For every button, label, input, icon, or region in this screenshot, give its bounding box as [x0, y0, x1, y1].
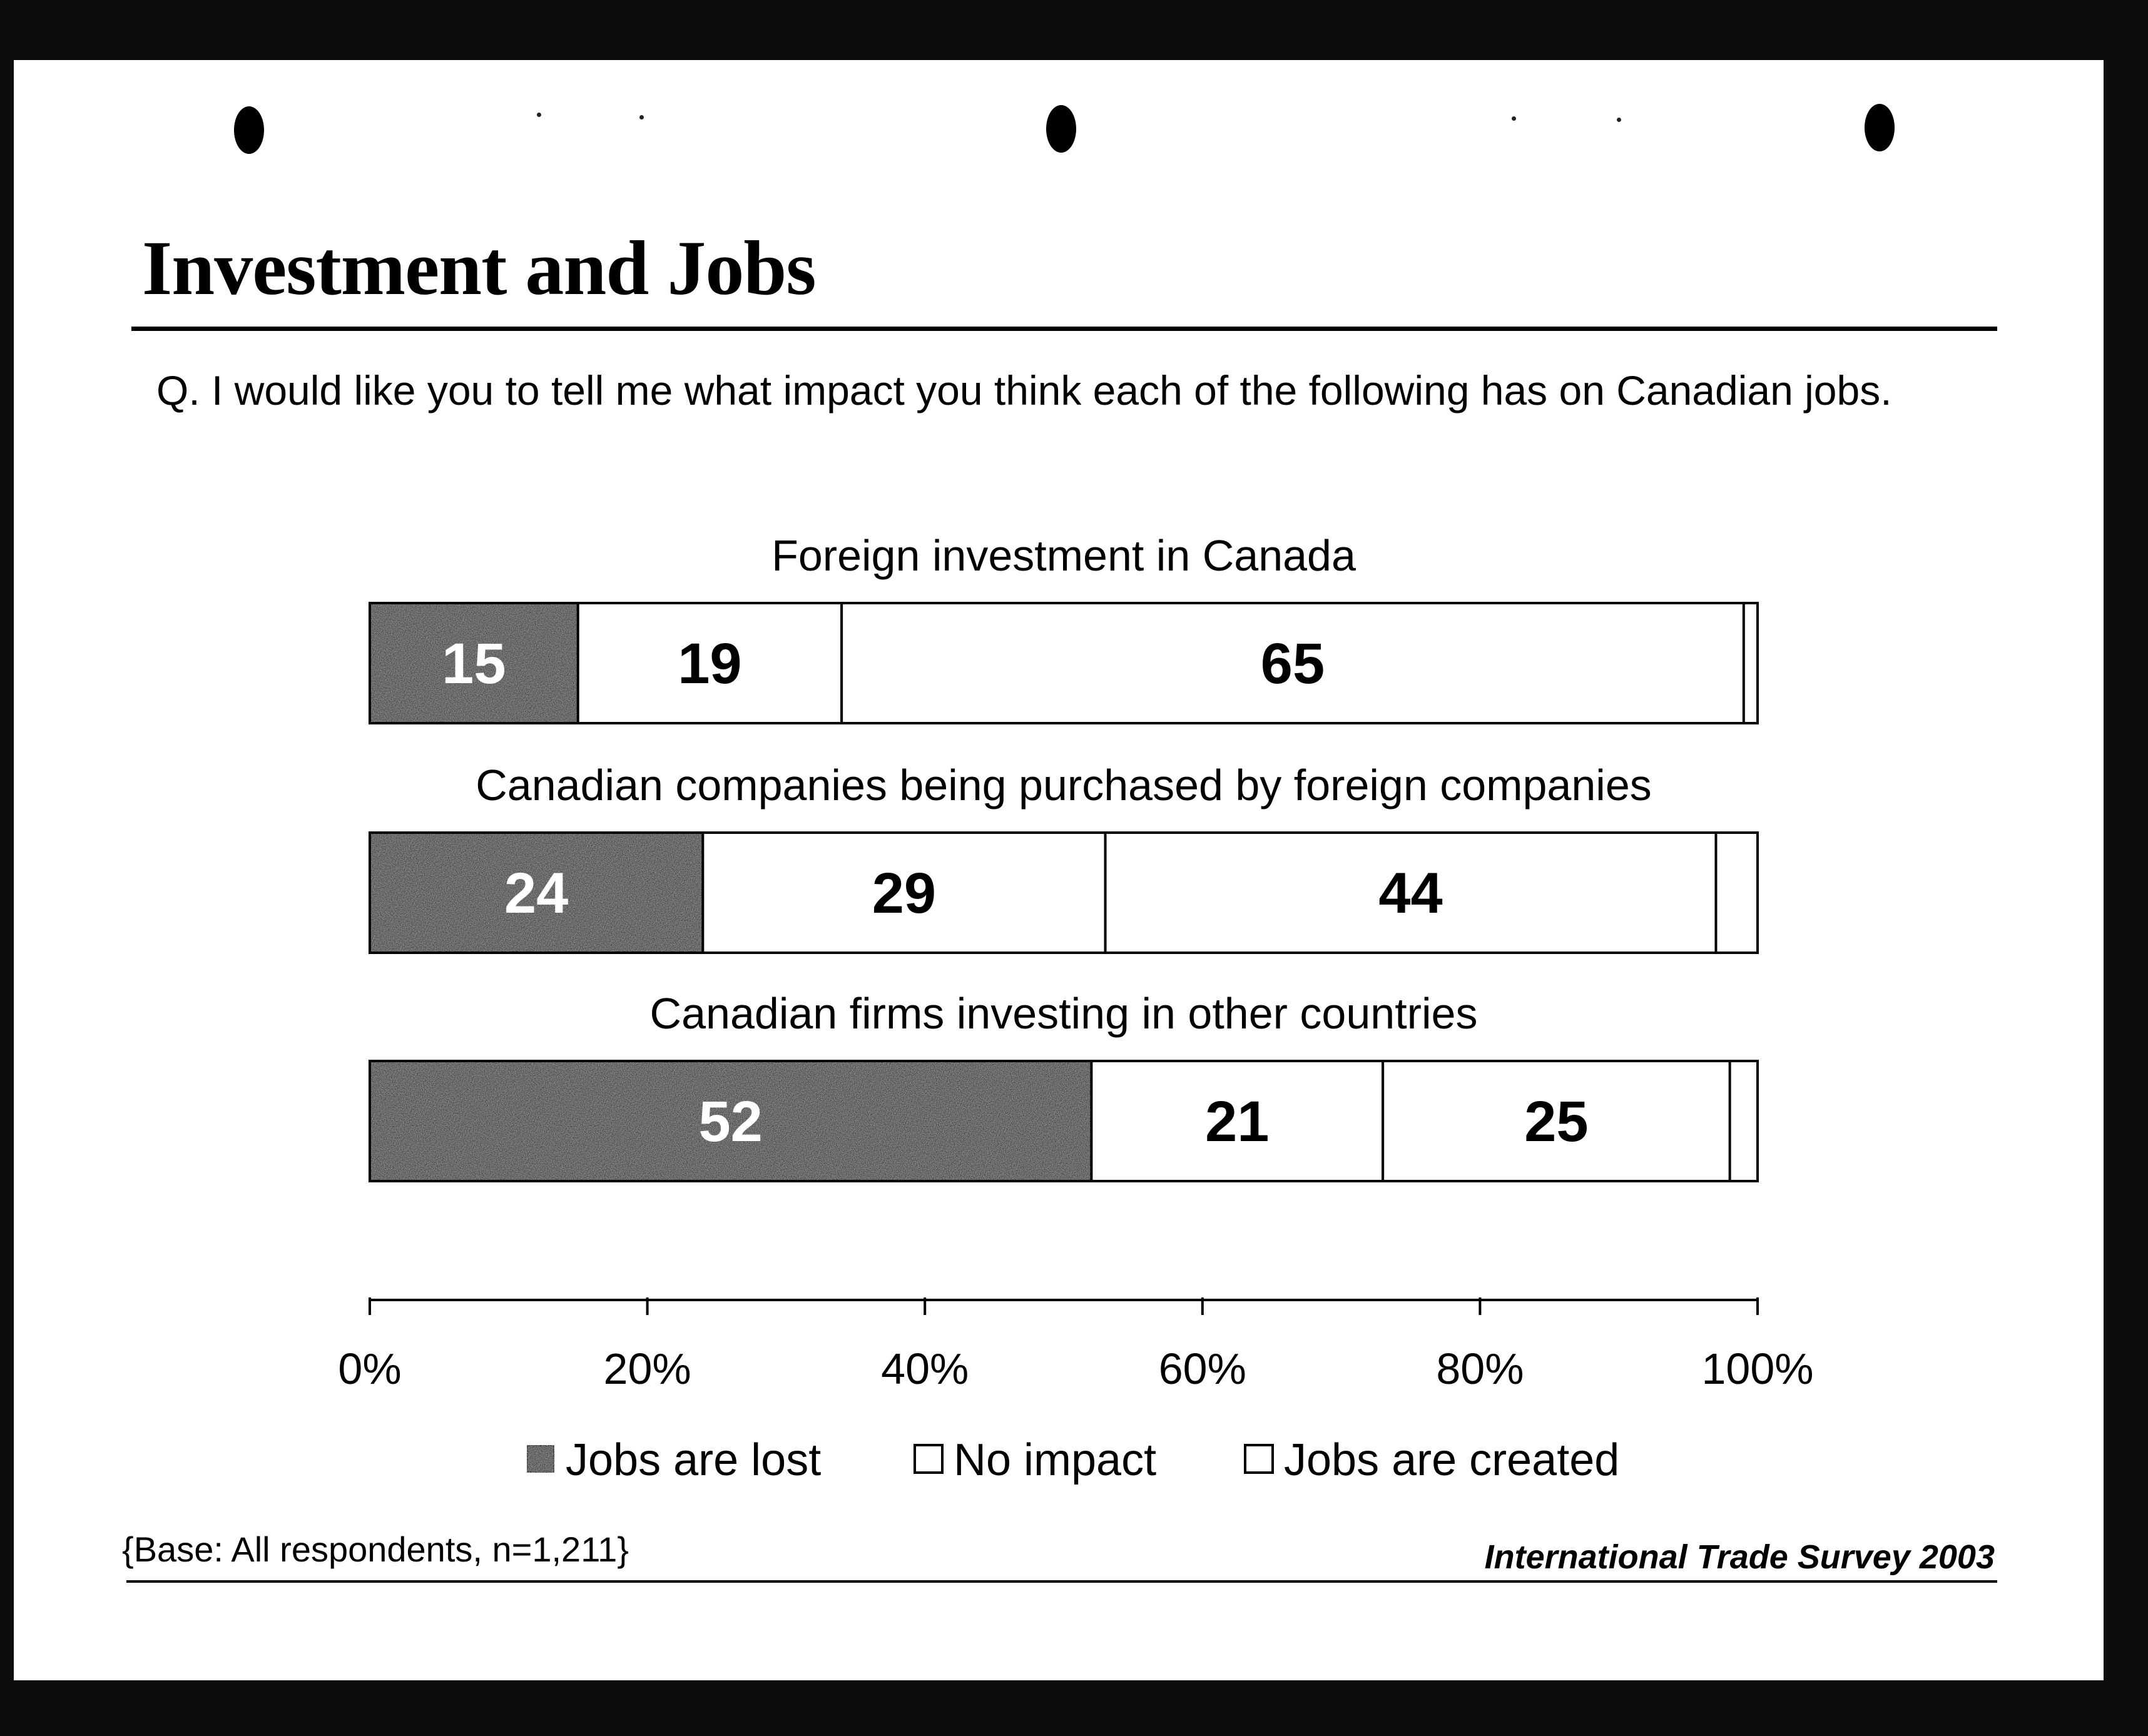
data-label-jobs-are-created: 25 [1524, 1090, 1589, 1154]
x-tick-label: 0% [338, 1344, 402, 1393]
x-tick-label: 20% [603, 1344, 691, 1393]
base-note: {Base: All respondents, n=1,211} [122, 1530, 629, 1569]
footer-divider [126, 1580, 1997, 1583]
source-label: International Trade Survey 2003 [1484, 1538, 1995, 1576]
data-label-no-impact: 19 [678, 632, 742, 696]
legend-label-no-impact: No impact [954, 1435, 1157, 1485]
data-label-jobs-are-lost: 52 [698, 1090, 763, 1154]
x-tick-label: 80% [1436, 1344, 1524, 1393]
data-label-jobs-are-created: 65 [1260, 632, 1325, 696]
legend-label-jobs-are-lost: Jobs are lost [566, 1435, 822, 1485]
x-axis [338, 1297, 1813, 1393]
x-tick-label: 100% [1701, 1344, 1814, 1393]
x-tick-label: 60% [1158, 1344, 1246, 1393]
page-title: Investment and Jobs [142, 225, 816, 311]
legend-label-jobs-are-created: Jobs are created [1284, 1435, 1620, 1485]
data-label-jobs-are-created: 44 [1378, 861, 1443, 925]
data-label-jobs-are-lost: 15 [442, 632, 506, 696]
legend-swatch-no-impact [915, 1445, 942, 1473]
stacked-bar-chart [14, 60, 2104, 1680]
legend-swatch-jobs-are-lost [527, 1445, 554, 1473]
category-label: Canadian firms investing in other countries [649, 989, 1478, 1038]
category-label: Foreign investment in Canada [771, 531, 1356, 580]
data-label-jobs-are-lost: 24 [504, 861, 569, 925]
bars-group [370, 531, 1758, 1181]
survey-question: Q. I would like you to tell me what impact you think each of the following has on Canadian jobs. [156, 367, 1892, 414]
category-label: Canadian companies being purchased by foreign companies [476, 761, 1652, 810]
x-tick-label: 40% [881, 1344, 969, 1393]
legend-swatch-jobs-are-created [1245, 1445, 1273, 1473]
data-label-no-impact: 29 [872, 861, 937, 925]
document-page [14, 60, 2104, 1680]
data-label-no-impact: 21 [1205, 1090, 1270, 1154]
legend [527, 1435, 1619, 1485]
